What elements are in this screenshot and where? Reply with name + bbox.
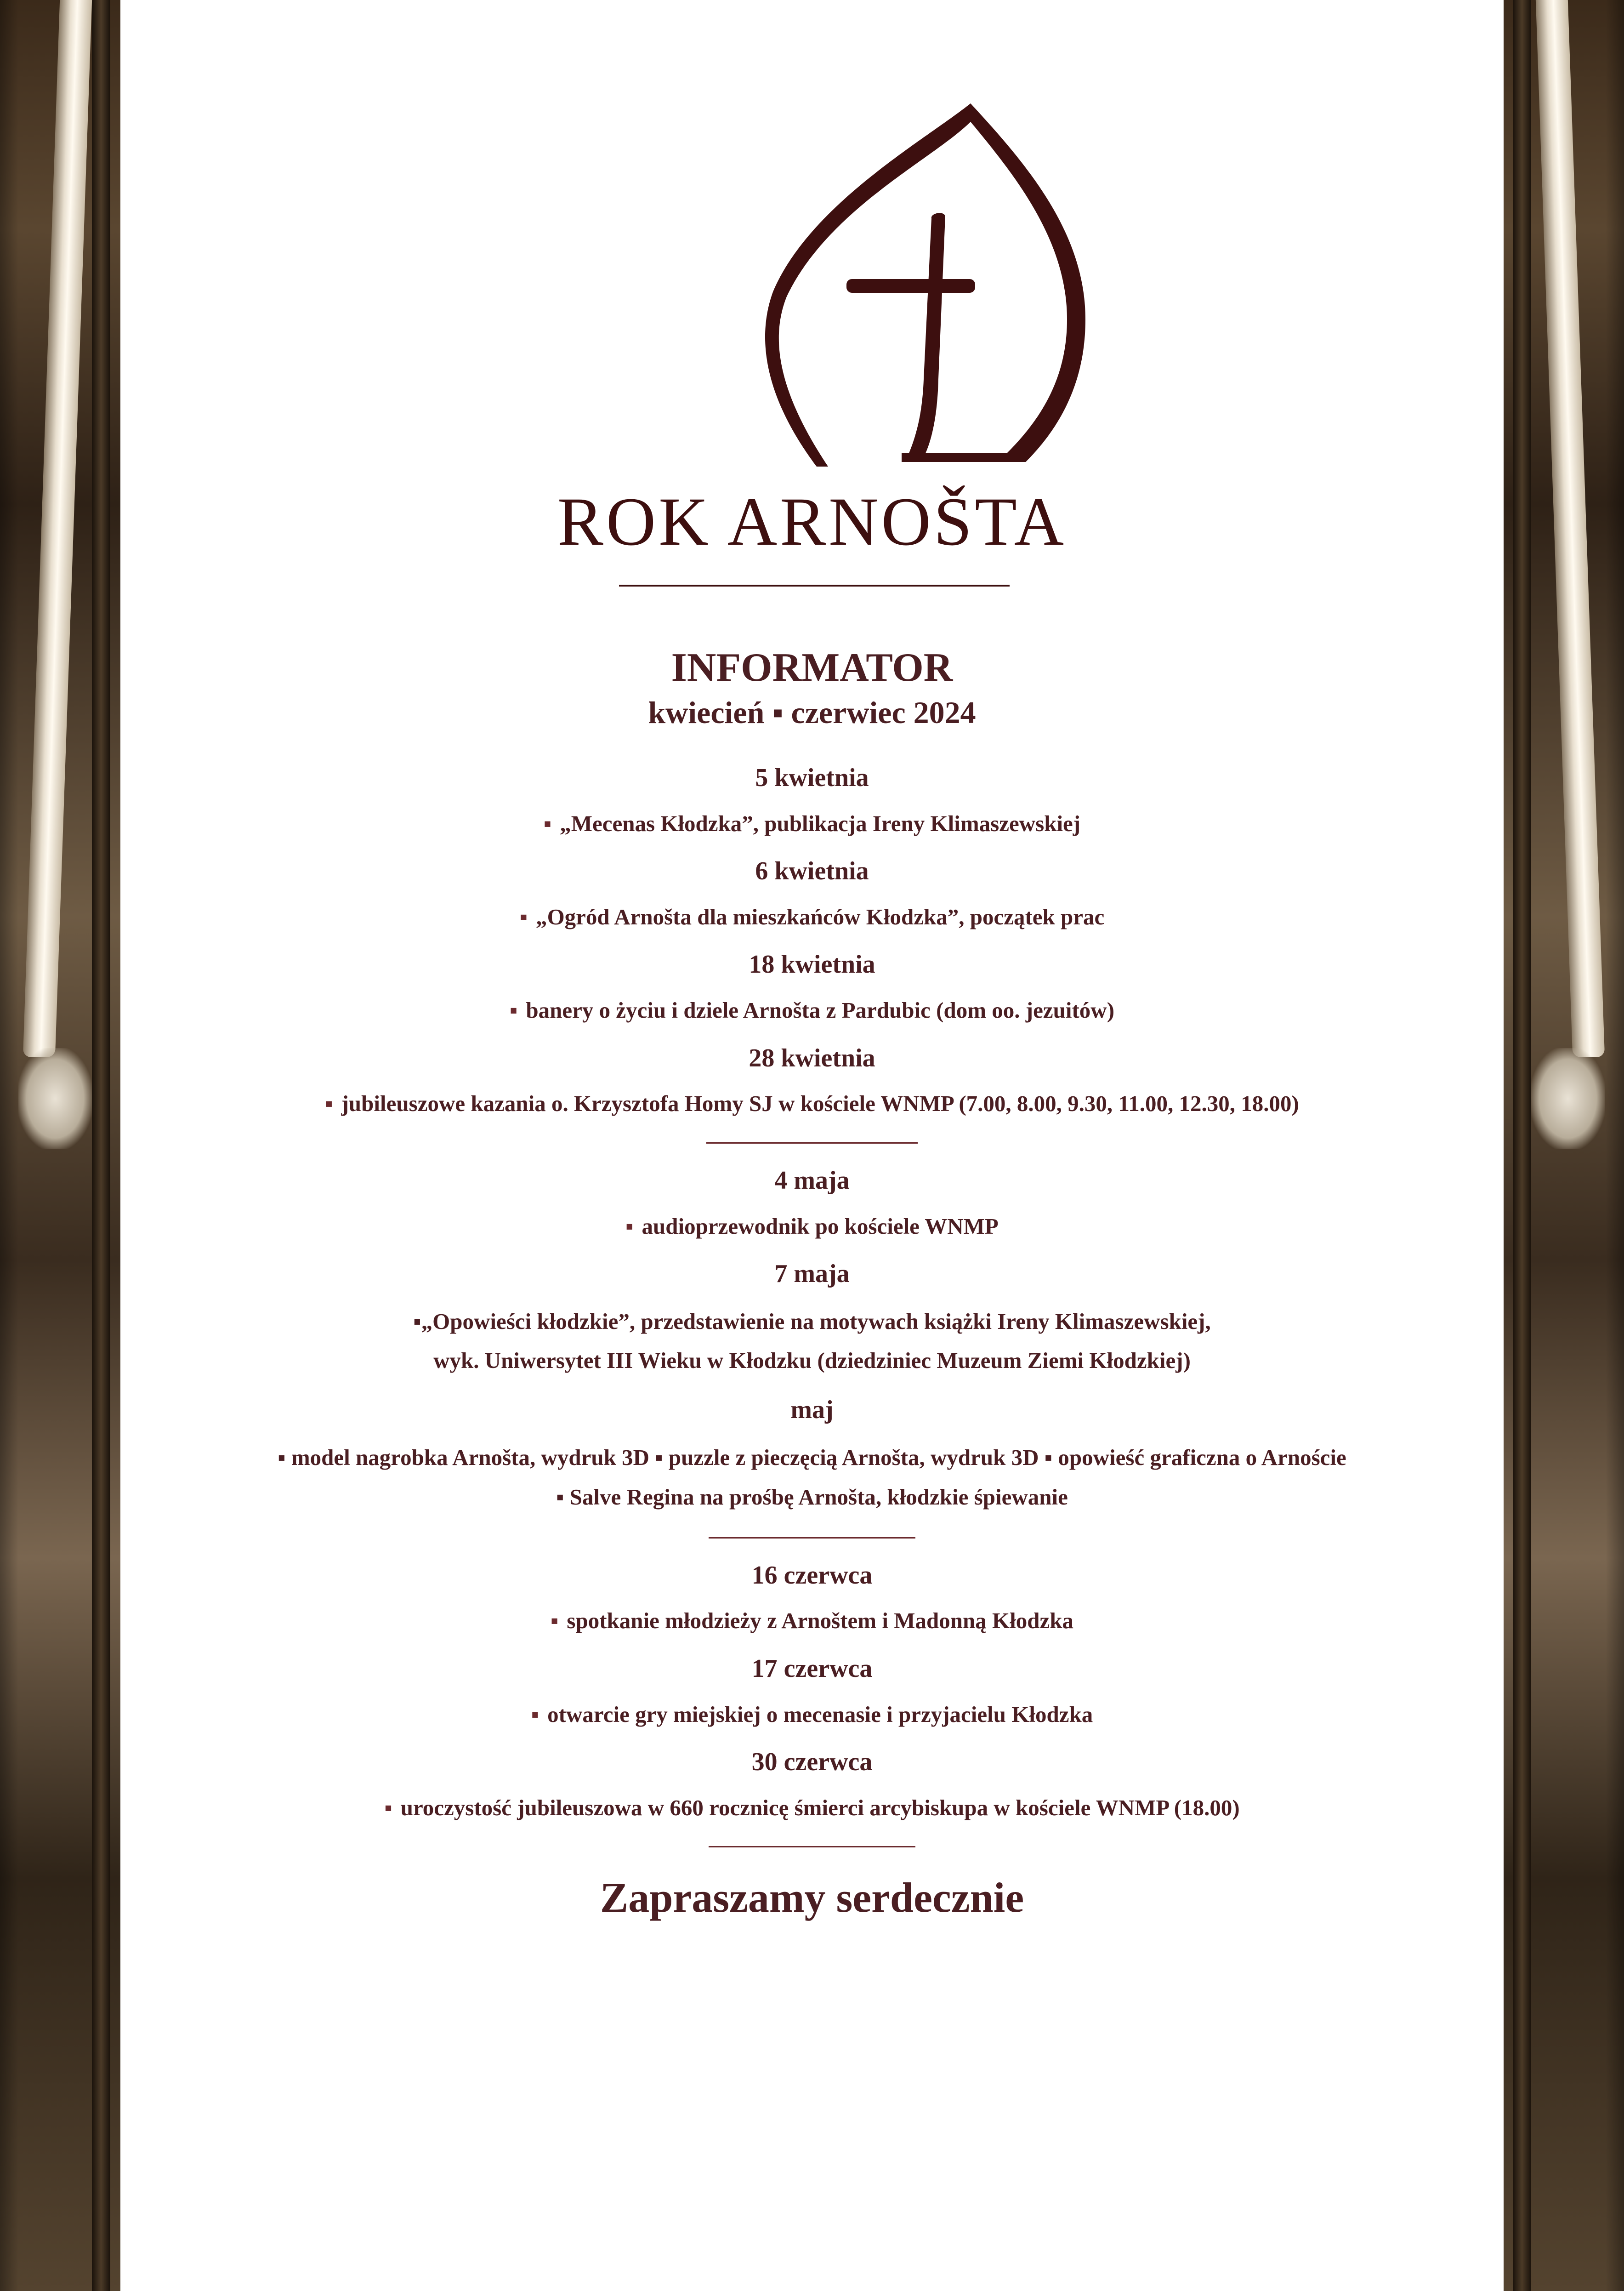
bullet-icon: ▪ (531, 1701, 539, 1727)
page-subtitle: kwiecień ▪ czerwiec 2024 (648, 695, 976, 730)
right-candle-photo-border (1504, 0, 1624, 2291)
event-date: 4 maja (774, 1166, 850, 1195)
event-item (120, 1208, 1504, 1244)
bullet-icon: ▪ (551, 1608, 559, 1634)
candle-image (23, 0, 92, 1057)
event-item-continued: wyk. Uniwersytet III Wieku w Kłodzku (dziedziniec Muzeum Ziemi Kłodzkiej) (433, 1348, 1191, 1373)
event-text: uroczystość jubileuszowa w 660 rocznicę śmierci arcybiskupa w kościele WNMP (18.00) (400, 1795, 1240, 1820)
candle-holder-image (1531, 1048, 1605, 1149)
bullet-icon: ▪ (543, 810, 552, 836)
event-date: 6 kwietnia (755, 857, 869, 886)
event-text: spotkanie młodzieży z Arnoštem i Madonną Kłodzka (567, 1608, 1073, 1634)
bullet-icon: ▪ (625, 1213, 634, 1239)
bullet-icon: ▪ (325, 1091, 333, 1117)
brand-divider (619, 585, 1010, 587)
page-title: INFORMATOR (671, 645, 953, 690)
event-item (120, 899, 1504, 935)
event-date: 30 czerwca (751, 1747, 873, 1776)
event-item (120, 806, 1504, 842)
event-item (120, 1302, 1504, 1341)
pillar-shadow (92, 0, 110, 2291)
event-item: ▪ Salve Regina na prośbę Arnošta, kłodzkie śpiewanie (556, 1484, 1068, 1510)
bullet-icon: ▪ (413, 1308, 421, 1334)
brand-title: ROK ARNOŠTA (557, 484, 1067, 560)
section-divider (709, 1537, 915, 1539)
closing-invitation: Zapraszamy serdecznie (600, 1874, 1024, 1921)
event-text: banery o życiu i dziele Arnošta z Pardubic (dom oo. jezuitów) (526, 997, 1115, 1023)
bishop-mitre-cross-logo-icon (750, 103, 1131, 476)
event-item (120, 1086, 1504, 1122)
left-candle-photo-border (0, 0, 120, 2291)
event-date: 18 kwietnia (749, 950, 875, 979)
candle-image (1536, 0, 1605, 1057)
event-text: otwarcie gry miejskiej o mecenasie i przyjacielu Kłodzka (547, 1701, 1093, 1727)
event-item (120, 1697, 1504, 1732)
event-date: maj (790, 1396, 834, 1425)
bullet-icon: ▪ (384, 1795, 392, 1820)
pillar-shadow (1513, 0, 1531, 2291)
event-text: „Opowieści kłodzkie”, przedstawienie na motywach książki Ireny Klimaszewskiej, (421, 1308, 1211, 1334)
event-text: jubileuszowe kazania o. Krzysztofa Homy SJ w kościele WNMP (7.00, 8.00, 9.30, 11.00, 12.30, 18.00) (341, 1091, 1299, 1117)
event-item: ▪ model nagrobka Arnošta, wydruk 3D ▪ puzzle z pieczęcią Arnošta, wydruk 3D ▪ opowieść graficzna o Arnoście (278, 1445, 1346, 1470)
event-date: 28 kwietnia (749, 1043, 875, 1072)
event-item (120, 992, 1504, 1028)
section-divider (709, 1846, 915, 1847)
event-text: „Mecenas Kłodzka”, publikacja Ireny Klimaszewskiej (560, 810, 1081, 836)
bullet-icon: ▪ (509, 997, 518, 1023)
event-date: 7 maja (774, 1259, 850, 1288)
event-date: 16 czerwca (751, 1561, 873, 1590)
candle-holder-image (18, 1048, 92, 1149)
bullet-icon: ▪ (519, 904, 528, 929)
event-text: audioprzewodnik po kościele WNMP (642, 1213, 999, 1239)
event-text: „Ogród Arnošta dla mieszkańców Kłodzka”, początek prac (536, 904, 1105, 929)
informator-content (120, 644, 1504, 1923)
event-date: 5 kwietnia (755, 763, 869, 792)
section-divider (706, 1142, 918, 1144)
event-item (120, 1603, 1504, 1639)
event-item (120, 1790, 1504, 1826)
event-date: 17 czerwca (751, 1654, 873, 1683)
poster-page (120, 0, 1504, 2291)
